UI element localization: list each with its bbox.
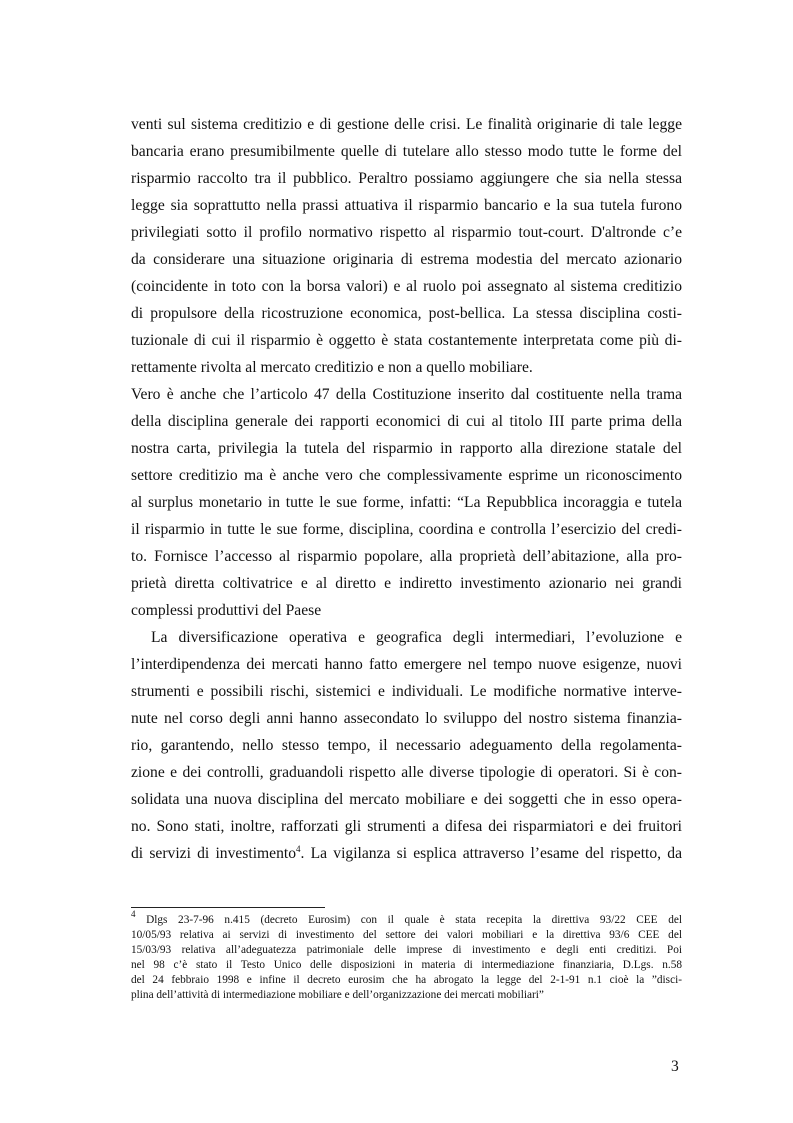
page-number: 3 [671, 1058, 679, 1075]
text-line: no. Sono stati, inoltre, rafforzati gli strumenti a difesa dei risparmiatori e dei fruitori [131, 818, 682, 835]
footnote-line: plina dell’attività di intermediazione mobiliare e dell’organizzazione dei mercati mobiliari” [131, 989, 544, 1001]
text-line: legge sia soprattutto nella prassi attuativa il risparmio bancario e la sua tutela furono [131, 197, 682, 214]
text-line: nute nel corso degli anni hanno assecondato lo sviluppo del nostro sistema finanzia- [131, 710, 682, 727]
text-line: (coincidente in toto con la borsa valori) e al ruolo poi assegnato al sistema creditizio [131, 278, 682, 295]
footnote-line: 10/05/93 relativa ai servizi di investimento del settore dei valori mobiliari e la direttiva 93/6 CEE del [131, 929, 682, 941]
text-line: rio, garantendo, nello stesso tempo, il necessario adeguamento della regolamenta- [131, 737, 682, 754]
text-line: complessi produttivi del Paese [131, 602, 322, 619]
text-line: Vero è anche che l’articolo 47 della Costituzione inserito dal costituente nella trama [131, 386, 682, 403]
text-line: il risparmio in tutte le sue forme, disciplina, coordina e controlla l’esercizio del credi- [131, 521, 682, 538]
text-run: di servizi di investimento [131, 845, 297, 862]
text-line: della disciplina generale dei rapporti economici di cui al titolo III parte prima della [131, 413, 682, 430]
text-line: rettamente rivolta al mercato creditizio e non a quello mobiliare. [131, 359, 533, 376]
text-line: strumenti e possibili rischi, sistemici e individuali. Le modifiche normative interve- [131, 683, 682, 700]
text-line: da considerare una situazione originaria di estrema modestia del mercato azionario [131, 251, 682, 268]
text-line: risparmio raccolto tra il pubblico. Peraltro possiamo aggiungere che sia nella stessa [131, 170, 682, 187]
footnote-reference[interactable]: 4 [296, 844, 301, 854]
text-line: prietà diretta coltivatrice e al diretto e indiretto investimento azionario nei grandi [131, 575, 682, 592]
footnote-line: nel 98 c’è stato il Testo Unico delle disposizioni in materia di intermediazione finanziaria, D.Lgs. n.58 [131, 959, 682, 971]
text-run: . La vigilanza si esplica attraverso l’esame del rispetto, da [300, 845, 682, 862]
footnote-line: del 24 febbraio 1998 e infine il decreto eurosim che ha abrogato la legge del 2-1-91 n.1 cioè la ”disci- [131, 974, 682, 986]
text-line: al surplus monetario in tutte le sue forme, infatti: “La Repubblica incoraggia e tutela [131, 494, 682, 511]
text-line: bancaria erano presumibilmente quelle di tutelare allo stesso modo tutte le forme del [131, 143, 682, 160]
text-line: privilegiati sotto il profilo normativo rispetto al risparmio tout-court. D'altronde c’e [131, 224, 682, 241]
text-line [131, 844, 682, 864]
footnote-separator [131, 907, 325, 908]
footnote-line: $^4$ Dlgs 23-7-96 n.415 (decreto Eurosim) con il quale è stata recepita la direttiva 93/22 CEE del [131, 909, 682, 926]
footnote-line: 15/03/93 relativa all’adeguatezza patrimoniale delle imprese di investimento e degli enti creditizi. Poi [131, 944, 682, 956]
text-line: solidata una nuova disciplina del mercato mobiliare e dei soggetti che in esso opera- [131, 791, 682, 808]
text-line: nostra carta, privilegia la tutela del risparmio in rapporto alla direzione statale del [131, 440, 682, 457]
text-line: tuzionale di cui il risparmio è oggetto è stata costantemente interpretata come più di- [131, 332, 682, 349]
footnote-marker: 4 [131, 909, 136, 919]
text-line: venti sul sistema creditizio e di gestione delle crisi. Le finalità originarie di tale legge [131, 116, 682, 133]
text-line: to. Fornisce l’accesso al risparmio popolare, alla proprietà dell’abitazione, alla pro- [131, 548, 682, 565]
text-line: di propulsore della ricostruzione economica, post-bellica. La stessa disciplina costi- [131, 305, 682, 322]
text-line: settore creditizio ma è anche vero che complessivamente esprime un riconoscimento [131, 467, 682, 484]
text-line: zione e dei controlli, graduandoli rispetto alle diverse tipologie di operatori. Si è con- [131, 764, 682, 781]
text-line: l’interdipendenza dei mercati hanno fatto emergere nel tempo nuove esigenze, nuovi [131, 656, 682, 673]
text-line: La diversificazione operativa e geografica degli intermediari, l’evoluzione e [151, 629, 682, 646]
